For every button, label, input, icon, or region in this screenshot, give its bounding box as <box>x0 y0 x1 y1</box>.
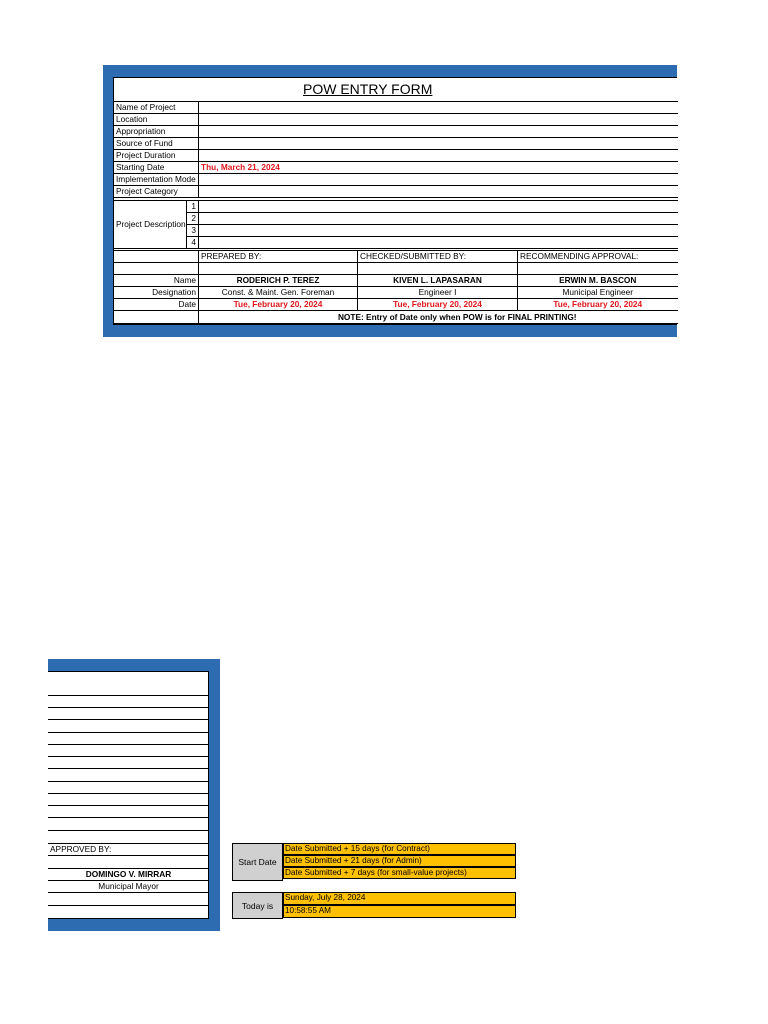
project-description-table <box>113 200 678 249</box>
prepared-by-name[interactable]: RODERICH P. TEREZ <box>199 275 358 287</box>
appropriation-input[interactable] <box>199 126 678 138</box>
start-date-label: Start Date <box>232 843 283 881</box>
description-line-3-input[interactable] <box>199 225 678 237</box>
recommending-designation[interactable]: Municipal Engineer <box>518 287 678 299</box>
signatory-name-row <box>114 275 678 287</box>
description-row <box>114 237 678 249</box>
field-row-appropriation <box>114 126 678 138</box>
row-divider <box>48 756 209 757</box>
signatory-designation-row <box>114 287 678 299</box>
note-row <box>114 311 678 323</box>
start-date-option-admin: Date Submitted + 21 days (for Admin) <box>283 855 516 867</box>
row-divider <box>48 719 209 720</box>
project-duration-input[interactable] <box>199 150 678 162</box>
checked-by-date[interactable]: Tue, February 20, 2024 <box>358 299 518 311</box>
row-divider <box>48 905 209 906</box>
field-row-implementation-mode <box>114 174 678 186</box>
prepared-by-header: PREPARED BY: <box>199 251 358 263</box>
row-divider <box>48 817 209 818</box>
recommending-date[interactable]: Tue, February 20, 2024 <box>518 299 678 311</box>
description-line-2-input[interactable] <box>199 213 678 225</box>
signature-space <box>199 263 358 275</box>
signatory-date-row <box>114 299 678 311</box>
designation-row-label: Designation <box>114 287 199 299</box>
field-row-location <box>114 114 678 126</box>
location-input[interactable] <box>199 114 678 126</box>
signature-space <box>358 263 518 275</box>
blank-cell <box>114 263 199 275</box>
today-date: Sunday, July 28, 2024 <box>283 892 516 905</box>
field-row-project-category <box>114 186 678 198</box>
approver-name[interactable]: DOMINGO V. MIRRAR <box>85 869 172 879</box>
row-divider <box>48 892 209 893</box>
blank-cell <box>114 251 199 263</box>
date-row-label: Date <box>114 299 199 311</box>
implementation-mode-input[interactable] <box>199 174 678 186</box>
signature-space-row <box>114 263 678 275</box>
form-title: POW ENTRY FORM <box>303 81 433 97</box>
description-number: 1 <box>187 201 199 213</box>
description-number: 2 <box>187 213 199 225</box>
checked-by-header: CHECKED/SUBMITTED BY: <box>358 251 518 263</box>
prepared-by-designation[interactable]: Const. & Maint. Gen. Foreman <box>199 287 358 299</box>
starting-date-input[interactable]: Thu, March 21, 2024 <box>199 162 678 174</box>
source-of-fund-input[interactable] <box>199 138 678 150</box>
prepared-by-date[interactable]: Tue, February 20, 2024 <box>199 299 358 311</box>
field-label: Implementation Mode <box>114 174 199 186</box>
description-line-4-input[interactable] <box>199 237 678 249</box>
signatory-header-row <box>114 251 678 263</box>
row-divider <box>48 695 209 696</box>
checked-by-designation[interactable]: Engineer I <box>358 287 518 299</box>
description-row <box>114 201 678 213</box>
recommending-header: RECOMMENDING APPROVAL: <box>518 251 678 263</box>
final-printing-note: NOTE: Entry of Date only when POW is for FINAL PRINTING! <box>199 311 678 323</box>
description-number: 4 <box>187 237 199 249</box>
description-row <box>114 225 678 237</box>
description-number: 3 <box>187 225 199 237</box>
field-row-starting-date <box>114 162 678 174</box>
field-label: Starting Date <box>114 162 199 174</box>
field-label: Location <box>114 114 199 126</box>
field-label: Source of Fund <box>114 138 199 150</box>
row-divider <box>48 830 209 831</box>
project-description-label: Project Description <box>114 201 187 249</box>
row-divider <box>48 707 209 708</box>
field-row-source-of-fund <box>114 138 678 150</box>
checked-by-name[interactable]: KIVEN L. LAPASARAN <box>358 275 518 287</box>
approved-by-header: APPROVED BY: <box>50 844 112 854</box>
project-category-input[interactable] <box>199 186 678 198</box>
row-divider <box>48 732 209 733</box>
name-row-label: Name <box>114 275 199 287</box>
field-label: Project Category <box>114 186 199 198</box>
row-divider <box>48 781 209 782</box>
row-divider <box>48 768 209 769</box>
approver-designation[interactable]: Municipal Mayor <box>98 881 159 891</box>
start-date-option-contract: Date Submitted + 15 days (for Contract) <box>283 843 516 855</box>
signatories-table <box>113 250 678 324</box>
description-row <box>114 213 678 225</box>
blank-cell <box>114 311 199 323</box>
project-info-table <box>113 101 678 198</box>
field-row-project-duration <box>114 150 678 162</box>
row-divider <box>48 855 209 856</box>
description-line-1-input[interactable] <box>199 201 678 213</box>
today-time: 10:58:55 AM <box>283 905 516 918</box>
signature-space <box>518 263 678 275</box>
field-label: Appropriation <box>114 126 199 138</box>
field-label: Project Duration <box>114 150 199 162</box>
start-date-option-small-value: Date Submitted + 7 days (for small-value projects) <box>283 867 516 879</box>
recommending-name[interactable]: ERWIN M. BASCON <box>518 275 678 287</box>
row-divider <box>48 744 209 745</box>
field-label: Name of Project <box>114 102 199 114</box>
today-label: Today is <box>232 892 283 919</box>
row-divider <box>48 805 209 806</box>
field-row-name-of-project <box>114 102 678 114</box>
name-of-project-input[interactable] <box>199 102 678 114</box>
row-divider <box>48 793 209 794</box>
